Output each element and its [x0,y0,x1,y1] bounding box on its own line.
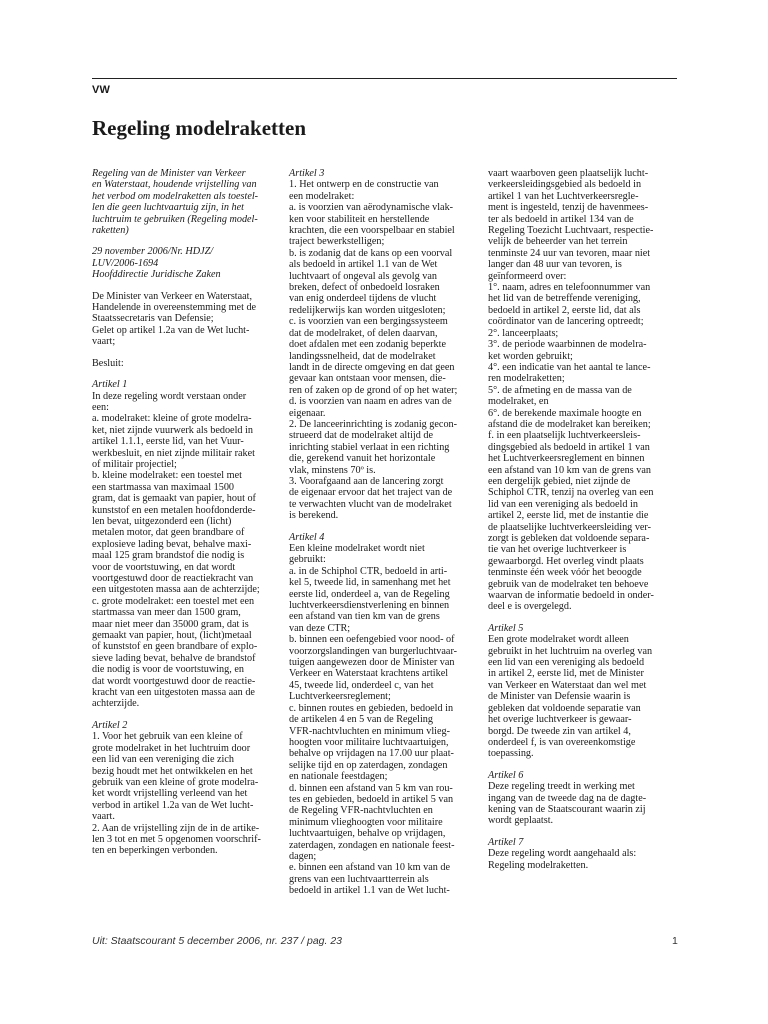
text-line: c. grote modelraket: een toestel met een [92,595,255,607]
text-line: krachten, die een voorspelbaar en stabiel [289,225,455,237]
text-line: minimum vlieghoogten voor militaire [289,816,443,828]
text-line: Regeling van de Minister van Verkeer [92,168,246,179]
text-line: van enig onderdeel tijdens de vlucht [289,293,437,305]
text-line: die, gerekend vanuit het horizontale [289,453,436,465]
text-line: in artikel 2, eerste lid, met de Minister [488,668,644,680]
column-1 [92,168,282,867]
text-line: len die geen luchtvaartuig zijn, in het [92,202,244,214]
text-line: Regeling modelraketten. [488,859,589,871]
text-line: tenminste 24 uur van tevoren, maar niet [488,247,651,259]
text-line: f. in een plaatselijk luchtverkeersleis- [488,430,641,442]
text-line: 5°. de afmeting en de massa van de [488,384,632,396]
text-line: gebruik van de modelraket ten behoeve [488,578,649,590]
text-line: Een grote modelraket wordt alleen [488,634,629,646]
text-line: vlak, minstens 70º is. [289,464,376,476]
text-line: voortgestuwd door de reactiekracht van [92,573,254,584]
text-line: Verkeer en Waterstaat krachtens artikel [289,668,449,680]
text-line: ren of zaken op de grond of op het water; [289,384,458,396]
text-line: een lid van een vereniging als bedoeld [488,657,645,669]
footer-source: Uit: Staatscourant 5 december 2006, nr. 237 / pag. 23 [92,935,343,947]
text-line: gram, dat is gemaakt van papier, hout of [92,493,256,505]
text-line: voorzorgslandingen van burgerluchtvaar- [289,645,458,657]
text-line: borgd. De tweede zin van artikel 4, [488,725,631,737]
text-line: een: [92,401,109,413]
text-line: en nationale feestdagen; [289,771,388,783]
article-4-heading: Artikel 4 [289,531,325,543]
text-line: de Regeling VFR-nachtvluchten en [289,805,433,817]
text-line: Hoofddirectie Juridische Zaken [92,269,221,281]
text-line: dat wordt voortgestuwd door de reactie- [92,675,256,687]
text-line: zaterdagen, zondagen en nationale feest- [289,839,455,851]
text-line: ren modelraketten; [488,373,565,385]
article-4-continued [488,168,680,613]
text-line: gemaakt van papier, hout, (licht)metaal [92,630,252,642]
text-line: gevaar kan ontstaan voor mensen, die- [289,373,446,385]
text-line: is berekend. [289,510,339,522]
text-line: kening van de Staatscourant waarin zij [488,803,646,815]
text-line: 2. Aan de vrijstelling zijn de in de artike- [92,822,260,834]
text-line: Deze regeling wordt aangehaald als: [488,848,637,860]
article-7-body [488,848,680,871]
text-line: b. binnen een oefengebied voor nood- of [289,634,455,646]
text-line: hoogten voor militaire luchtvaartuigen, [289,736,449,748]
text-line: grens van een luchtvaartterrein als [289,873,429,885]
reference-block [92,246,282,280]
text-line: a. modelraket: kleine of grote modelra- [92,413,252,425]
text-line: landingssnelheid, dat de modelraket [289,350,436,362]
article-5 [488,623,680,760]
text-line: het Luchtverkeersreglement en binnen [488,453,645,465]
text-line: een afstand van 10 km van de grens van [488,464,651,476]
text-line: Schiphol CTR, tenzij na overleg van een [488,487,654,499]
text-line: als bedoeld in artikel 1.1 van de Wet [289,259,438,271]
text-line: lid van een vereniging als bedoeld in [488,498,638,510]
text-line: vaart; [92,336,116,348]
text-line: tuigen aangewezen door de Minister van [289,657,455,669]
text-line: van deze CTR; [289,622,351,634]
text-line: de plaatselijke luchtverkeersleiding ver- [488,521,652,533]
text-line: de artikelen 4 en 5 van de Regeling [289,714,433,726]
text-line: voor de voortstuwing, en dat wordt [92,561,236,573]
text-line: ket worden gebruikt; [488,350,573,362]
text-line: 45, tweede lid, onderdeel c, van het [289,679,434,691]
article-3-heading: Artikel 3 [289,168,325,179]
text-line: waarvan de informatie bedoeld in onder- [488,590,654,602]
article-5-body [488,634,680,759]
article-6 [488,770,680,827]
text-line: Deze regeling treedt in werking met [488,781,635,793]
text-line: strueerd dat de modelraket altijd de [289,430,433,442]
text-line: kracht van een uitgestoten massa aan de [92,687,255,699]
text-line: ket, niet zijnde vuurwerk als bedoeld in [92,424,253,436]
article-7-heading: Artikel 7 [488,836,524,848]
text-line: dingsgebied als bedoeld in artikel 1 van [488,441,650,453]
article-3 [289,168,482,522]
preamble [92,291,282,348]
text-line: velijk de beheerder van het terrein [488,236,628,248]
text-line: modelraket, en [488,396,549,408]
text-line: tes en gebieden, bedoeld in artikel 5 van [289,793,454,805]
text-line: len bevat, uitgezonderd een (licht) [92,515,232,527]
text-line: vaart. [92,811,115,823]
text-line: geïnformeerd over: [488,270,567,282]
text-line: tenminste één week vóór het beoogde [488,567,642,579]
header-rule [92,78,677,79]
text-line: 6°. de berekende maximale hoogte en [488,407,642,419]
text-line: ken voor stabiliteit en herstellende [289,213,430,225]
text-line: selijke tijd en op zaterdagen, zondagen [289,759,448,771]
text-line: het verbod om modelraketten als toestel- [92,190,259,202]
text-line: Gelet op artikel 1.2a van de Wet lucht- [92,324,250,336]
text-line: Luchtverkeersreglement; [289,691,391,703]
text-line: gebleken dat voldoende separatie van [488,702,641,714]
text-line: artikel 2, eerste lid, met de instantie die [488,510,649,522]
text-line: explosieve lading bevat, behalve maxi- [92,538,252,550]
text-line: ingang van de tweede dag na de dagte- [488,792,647,804]
text-line: Regeling Toezicht Luchtvaart, respectie- [488,225,654,237]
text-line: grote modelraket in het luchtruim door [92,742,251,754]
text-line: gebruikt in het luchtruim na overleg van [488,645,653,657]
article-2-body [92,731,282,856]
text-line: vaart waarboven geen plaatselijk lucht- [488,168,649,179]
text-line: bezig houdt met het ontwikkelen en het [92,765,253,777]
text-line: d. is voorzien van naam en adres van de [289,396,452,408]
text-line: de Minister van Defensie waarin is [488,691,631,703]
article-1-body [92,391,282,710]
text-line: het overige luchtverkeer is gewaar- [488,714,632,726]
text-line: d. binnen een afstand van 5 km van rou- [289,782,453,794]
text-line: raketten) [92,225,129,237]
text-line: 1. Het ontwerp en de constructie van [289,179,439,191]
text-line: van Verkeer en Waterstaat dan wel met [488,679,647,691]
text-line: gebruikt: [289,554,326,566]
text-line: langer dan 48 uur van tevoren, is [488,259,622,271]
text-line: 1. Voor het gebruik van een kleine of [92,731,243,743]
text-line: e. binnen een afstand van 10 km van de [289,862,450,874]
text-line: landt in de directe omgeving en dat geen [289,361,455,373]
text-line: gebruik van een kleine of grote modelra- [92,776,259,788]
text-line: 2. De lanceerinrichting is zodanig gecon- [289,418,458,430]
text-line: kunststof en een metalen hoofdonderde- [92,504,256,516]
text-line: LUV/2006-1694 [92,257,159,269]
text-line: b. kleine modelraket: een toestel met [92,470,242,482]
text-line: 29 november 2006/Nr. HDJZ/ [92,246,214,258]
article-2 [92,720,282,857]
text-line: c. is voorzien van een bergingssysteem [289,316,448,328]
text-line: inrichting stabiel verlaat in een richting [289,441,450,453]
text-line: startmassa van meer dan 1500 gram, [92,607,241,619]
text-line: een dergelijk gebied, niet zijnde de [488,475,631,487]
text-line: kel 5, tweede lid, in samenhang met het [289,577,451,589]
text-line: traject bewerkstelligen; [289,236,385,248]
text-line: zorgt is gebleken dat voldoende separa- [488,533,650,544]
text-line: een uitgestoten massa aan de achterzijde; [92,584,260,596]
article-2-heading: Artikel 2 [92,719,128,731]
text-line: het lid van de betreffende vereniging, [488,293,641,305]
text-line: Handelende in overeenstemming met de [92,302,257,314]
text-line: gewaarborgd. Het overleg vindt plaats [488,555,644,567]
page-title: Regeling modelraketten [92,116,307,140]
text-line: 3°. de periode waarbinnen de modelra- [488,339,647,351]
text-line: luchtvaart of ongeval als gevolg van [289,270,437,282]
text-line: verkeersleidingsgebied als bedoeld in [488,179,642,191]
text-line: verbod in artikel 1.2a van de Wet lucht- [92,799,254,811]
text-line: Een kleine modelraket wordt niet [289,543,425,554]
article-4-body [289,543,482,897]
text-line: luchtvaartuigen, behalve op vrijdagen, [289,828,446,840]
text-line: achterzijde. [92,698,140,710]
column-2 [289,168,482,907]
regulation-intro [92,168,282,236]
text-line: breken, defect of onbedoeld losraken [289,282,440,294]
text-line: coördinator van de lancering optreedt; [488,316,644,328]
text-line: die nodig is voor de voortstuwing, en [92,664,244,676]
text-line: dat de modelraket, of delen daarvan, [289,327,438,339]
text-line: dagen; [289,850,317,862]
text-line: Staatssecretaris van Defensie; [92,313,214,325]
text-line: te verwachten vlucht van de modelraket [289,498,452,510]
text-line: 4°. een indicatie van het aantal te lance- [488,361,651,373]
text-line: a. is voorzien van aërodynamische vlak- [289,202,454,214]
text-line: eerste lid, onderdeel a, van de Regeling [289,588,450,600]
text-line: luchtruim te gebruiken (Regeling model- [92,213,258,225]
text-line: luchtverkeersdienstverlening en binnen [289,600,450,612]
text-line: b. is zodanig dat de kans op een voorval [289,247,453,259]
article-7 [488,837,680,871]
text-line: een startmassa van maximaal 1500 [92,481,235,493]
text-line: 3. Voorafgaand aan de lancering zorgt [289,475,444,487]
text-line: deel e is overgelegd. [488,601,572,613]
text-line: VFR-nachtvluchten en minimum vlieg- [289,725,450,737]
column-3 [488,168,680,881]
text-line: toepassing. [488,748,534,760]
ministry-code: VW [92,84,111,96]
text-line: ten en beperkingen verbonden. [92,845,218,857]
text-line: redelijkerwijs kan worden uitgesloten; [289,304,446,316]
text-line: de eigenaar ervoor dat het traject van de [289,487,453,499]
article-6-heading: Artikel 6 [488,769,524,781]
article-1 [92,379,282,710]
article-3-body [289,179,482,521]
text-line: In deze regeling wordt verstaan onder [92,390,247,402]
decision-label: Besluit: [92,357,124,369]
text-line: tie van het overige luchtverkeer is [488,544,627,556]
text-line: ket wordt vrijstelling verleend van het [92,788,248,800]
text-line: bedoeld in artikel 1.1 van de Wet lucht- [289,885,450,897]
article-6-body [488,781,680,827]
text-line: 2°. lanceerplaats; [488,327,559,339]
text-line: een afstand van tien km van de grens [289,611,440,623]
text-line: ter als bedoeld in artikel 134 van de [488,213,634,225]
text-line: metalen motor, dat geen brandbare of [92,527,245,539]
text-line: maal 125 gram brandstof die nodig is [92,550,245,562]
text-line: a. in de Schiphol CTR, bedoeld in arti- [289,565,448,577]
text-line: afstand die de modelraket kan bereiken; [488,418,651,430]
text-line: doet afdalen met een zodanig beperkte [289,339,446,351]
text-line: bedoeld in artikel 2, eerste lid, dat als [488,304,641,316]
text-line: artikel 1 van het Luchtverkeersregle- [488,190,639,202]
text-line: 1°. naam, adres en telefoonnummer van [488,282,651,294]
text-line: eigenaar. [289,407,326,419]
text-line: maar niet meer dan 35000 gram, dat is [92,618,249,630]
text-line: onderdeel f, is van overeenkomstige [488,736,636,748]
text-line: De Minister van Verkeer en Waterstaat, [92,290,253,302]
text-line: c. binnen routes en gebieden, bedoeld in [289,702,454,714]
article-1-heading: Artikel 1 [92,379,128,391]
text-line: werkbesluit, en niet zijnde militair raket [92,447,255,459]
text-line: of militair projectiel; [92,458,177,470]
text-line: len 3 tot en met 5 opgenomen voorschrif- [92,833,261,845]
text-line: artikel 1.1.1, eerste lid, van het Vuur- [92,436,244,448]
text-line: een lid van een vereniging die zich [92,754,234,766]
text-line: en Waterstaat, houdende vrijstelling van [92,179,257,191]
text-line: wordt geplaatst. [488,815,554,827]
text-line: een modelraket: [289,190,355,202]
text-line: of kunststof en geen brandbare of explo- [92,641,258,653]
article-4 [289,532,482,897]
article-5-heading: Artikel 5 [488,622,524,634]
page-number: 1 [672,935,678,947]
text-line: sieve lading bevat, behalve de brandstof [92,652,256,664]
text-line: ment is ingesteld, tenzij de havenmees- [488,202,649,214]
text-line: behalve op vrijdagen na 17.00 uur plaat- [289,748,454,760]
